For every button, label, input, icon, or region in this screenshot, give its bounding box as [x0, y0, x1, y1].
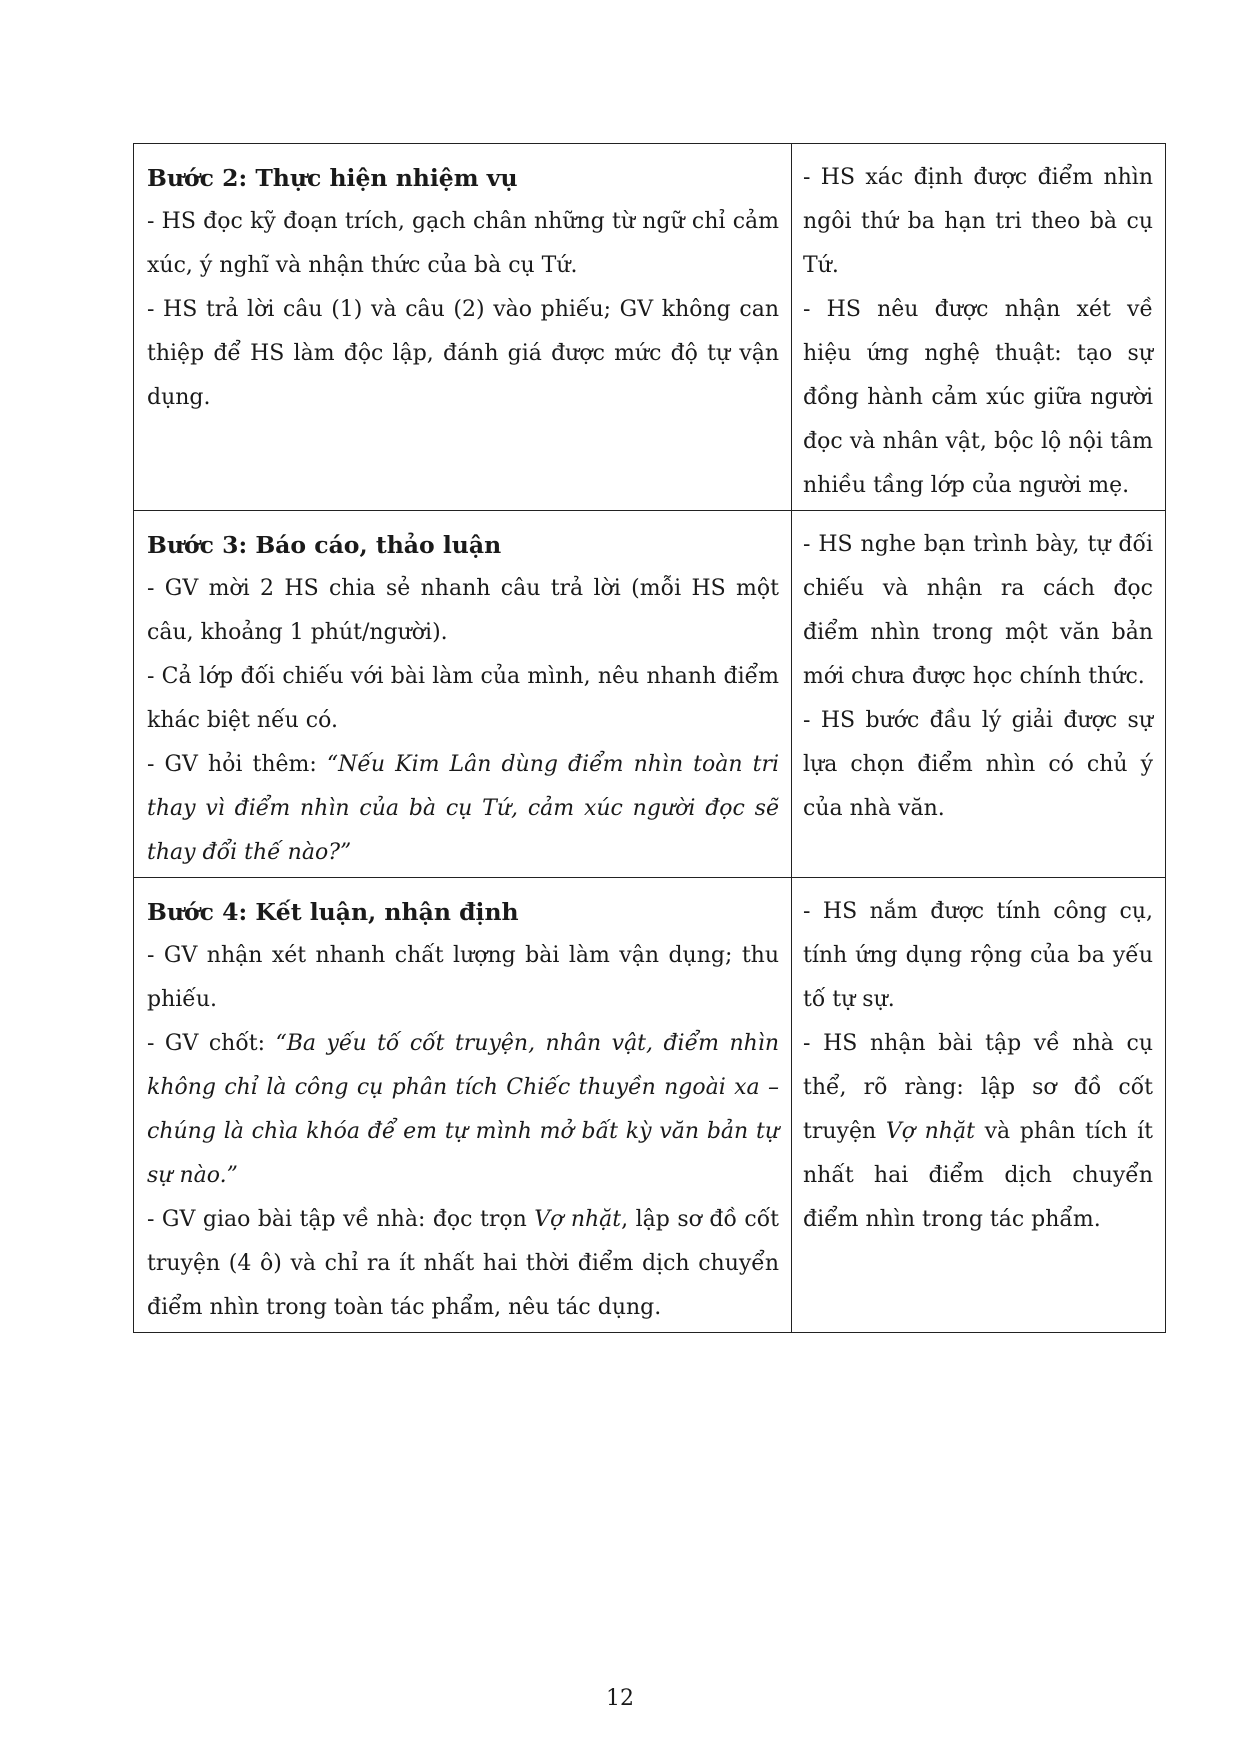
item-text: - GV chốt:: [147, 1031, 276, 1056]
item-text: - GV giao bài tập về nhà: đọc trọn: [147, 1207, 535, 1232]
student-outcome-item: - HS nghe bạn trình bày, tự đối chiếu và nhận ra cách đọc điểm nhìn trong một văn bản mới chưa được học chính thức.: [803, 532, 1153, 689]
item-text: - GV hỏi thêm:: [147, 752, 327, 777]
student-outcome-item: - HS nêu được nhận xét về hiệu ứng nghệ thuật: tạo sự đồng hành cảm xúc giữa người đọc và nhân vật, bộc lộ nội tâm nhiều tầng lớp của người mẹ.: [803, 297, 1153, 498]
italic-quote: “Ba yếu tố cốt truyện, nhân vật, điểm nhìn không chỉ là công cụ phân tích Chiếc thuyền ngoài xa – chúng là chìa khóa để em tự mình mở bất kỳ văn bản tự sự nào.”: [147, 1031, 780, 1188]
student-outcome-item: - HS xác định được điểm nhìn ngôi thứ ba hạn tri theo bà cụ Tứ.: [803, 165, 1153, 278]
step-row: [134, 144, 1166, 511]
step-title: Bước 3: Báo cáo, thảo luận: [147, 531, 502, 559]
italic-title: Vợ nhặt: [534, 1207, 622, 1232]
teacher-activity-item: - HS trả lời câu (1) và câu (2) vào phiếu; GV không can thiệp để HS làm độc lập, đánh giá được mức độ tự vận dụng.: [147, 297, 779, 410]
student-outcome-item: [803, 1022, 1153, 1242]
item-text: , lập sơ đồ cốt truyện (4 ô) và chỉ ra ít nhất hai thời điểm dịch chuyển điểm nhìn trong toàn tác phẩm, nêu tác dụng.: [147, 1207, 780, 1320]
student-outcome-item: - HS bước đầu lý giải được sự lựa chọn điểm nhìn có chủ ý của nhà văn.: [803, 708, 1153, 821]
step-title: Bước 4: Kết luận, nhận định: [147, 898, 519, 926]
teacher-activity-cell: [134, 511, 792, 878]
lesson-steps-table: [133, 143, 1166, 1333]
italic-quote: “Nếu Kim Lân dùng điểm nhìn toàn tri thay vì điểm nhìn của bà cụ Tứ, cảm xúc người đọc sẽ thay đổi thế nào?”: [147, 752, 780, 865]
teacher-activity-cell: [134, 144, 792, 511]
step-title: Bước 2: Thực hiện nhiệm vụ: [147, 164, 518, 192]
item-text: và phân tích ít nhất hai điểm dịch chuyển điểm nhìn trong tác phẩm.: [803, 1119, 1153, 1232]
page-number: 12: [606, 1686, 634, 1711]
teacher-activity-item: - GV mời 2 HS chia sẻ nhanh câu trả lời (mỗi HS một câu, khoảng 1 phút/người).: [147, 576, 779, 645]
item-text: - HS nhận bài tập về nhà cụ thể, rõ ràng: lập sơ đồ cốt truyện: [803, 1031, 1153, 1144]
teacher-activity-item: [147, 1022, 779, 1198]
student-outcome-cell: [792, 511, 1166, 878]
student-outcome-item: - HS nắm được tính công cụ, tính ứng dụng rộng của ba yếu tố tự sự.: [803, 899, 1153, 1012]
student-outcome-cell: [792, 878, 1166, 1333]
teacher-activity-item: - HS đọc kỹ đoạn trích, gạch chân những từ ngữ chỉ cảm xúc, ý nghĩ và nhận thức của bà cụ Tứ.: [147, 209, 779, 278]
student-outcome-cell: [792, 144, 1166, 511]
teacher-activity-cell: [134, 878, 792, 1333]
teacher-activity-item: [147, 1198, 779, 1330]
italic-title: Vợ nhặt: [885, 1119, 975, 1144]
step-row: [134, 511, 1166, 878]
teacher-activity-item: - Cả lớp đối chiếu với bài làm của mình, nêu nhanh điểm khác biệt nếu có.: [147, 664, 779, 733]
step-row: [134, 878, 1166, 1333]
teacher-activity-item: - GV nhận xét nhanh chất lượng bài làm vận dụng; thu phiếu.: [147, 943, 779, 1012]
teacher-activity-item: [147, 743, 779, 875]
